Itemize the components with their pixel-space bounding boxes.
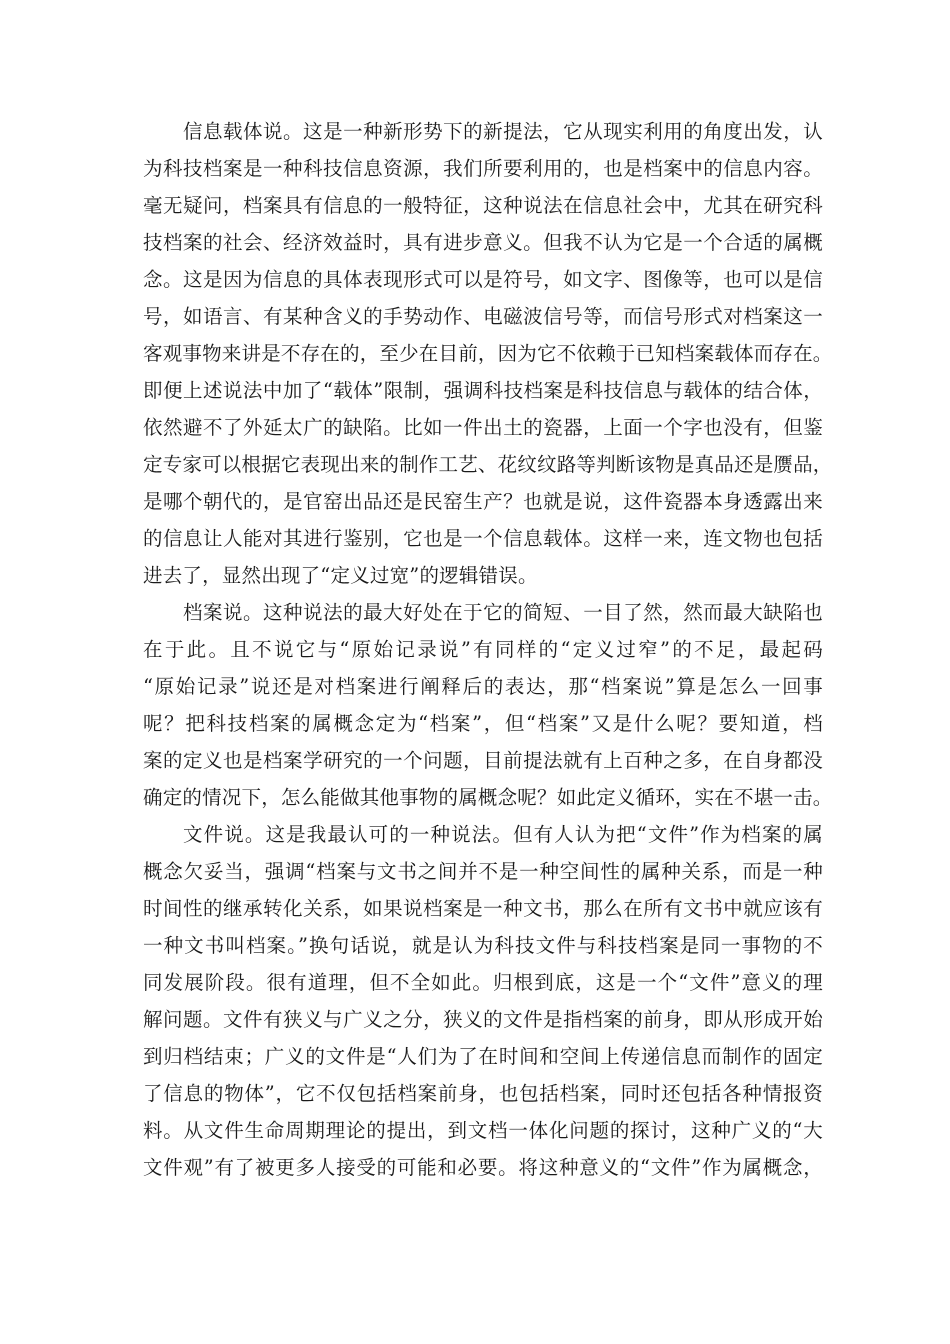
- paragraph-3-line: 料。从文件生命周期理论的提出，到文档一体化问题的探讨，这种广义的“大: [143, 1119, 823, 1142]
- paragraph-3-line: 文件观”有了被更多人接受的可能和必要。将这种意义的“文件”作为属概念，: [143, 1156, 823, 1179]
- paragraph-1-line: 信息载体说。这是一种新形势下的新提法，它从现实利用的角度出发，认: [183, 120, 823, 143]
- paragraph-2-line: 确定的情况下，怎么能做其他事物的属概念呢？如此定义循环，实在不堪一击。: [143, 786, 833, 809]
- paragraph-1-line: 的信息让人能对其进行鉴别，它也是一个信息载体。这样一来，连文物也包括: [143, 527, 823, 550]
- paragraph-1-line: 毫无疑问，档案具有信息的一般特征，这种说法在信息社会中，尤其在研究科: [143, 194, 823, 217]
- paragraph-1-line: 进去了，显然出现了“定义过宽”的逻辑错误。: [143, 564, 538, 587]
- paragraph-3-line: 了信息的物体”，它不仅包括档案前身，也包括档案，同时还包括各种情报资: [143, 1082, 823, 1105]
- paragraph-1-line: 依然避不了外延太广的缺陷。比如一件出土的瓷器，上面一个字也没有，但鉴: [143, 416, 823, 439]
- paragraph-2-line: 在于此。且不说它与“原始记录说”有同样的“定义过窄”的不足，最起码: [143, 638, 823, 661]
- paragraph-2-line: 案的定义也是档案学研究的一个问题，目前提法就有上百种之多，在自身都没: [143, 749, 823, 772]
- paragraph-3-line: 同发展阶段。很有道理，但不全如此。归根到底，这是一个“文件”意义的理: [143, 971, 823, 994]
- paragraph-1-line: 为科技档案是一种科技信息资源，我们所要利用的，也是档案中的信息内容。: [143, 157, 823, 180]
- paragraph-3-line: 文件说。这是我最认可的一种说法。但有人认为把“文件”作为档案的属: [183, 823, 823, 846]
- paragraph-2-line: 呢？把科技档案的属概念定为“档案”，但“档案”又是什么呢？要知道，档: [143, 712, 823, 735]
- paragraph-1-line: 技档案的社会、经济效益时，具有进步意义。但我不认为它是一个合适的属概: [143, 231, 823, 254]
- paragraph-1-line: 是哪个朝代的，是官窑出品还是民窑生产？也就是说，这件瓷器本身透露出来: [143, 490, 823, 513]
- paragraph-1-line: 客观事物来讲是不存在的，至少在目前，因为它不依赖于已知档案载体而存在。: [143, 342, 833, 365]
- paragraph-3-line: 一种文书叫档案。”换句话说，就是认为科技文件与科技档案是同一事物的不: [143, 934, 823, 957]
- paragraph-3-line: 到归档结束；广义的文件是“人们为了在时间和空间上传递信息而制作的固定: [143, 1045, 823, 1068]
- paragraph-2-line: “原始记录”说还是对档案进行阐释后的表达，那“档案说”算是怎么一回事: [143, 675, 823, 698]
- paragraph-3-line: 时间性的继承转化关系，如果说档案是一种文书，那么在所有文书中就应该有: [143, 897, 823, 920]
- paragraph-2-line: 档案说。这种说法的最大好处在于它的简短、一目了然，然而最大缺陷也: [183, 601, 823, 624]
- paragraph-1-line: 即便上述说法中加了“载体”限制，强调科技档案是科技信息与载体的结合体，: [143, 379, 823, 402]
- paragraph-3-line: 解问题。文件有狭义与广义之分，狭义的文件是指档案的前身，即从形成开始: [143, 1008, 823, 1031]
- paragraph-3-line: 概念欠妥当，强调“档案与文书之间并不是一种空间性的属种关系，而是一种: [143, 860, 823, 883]
- paragraph-1-line: 号，如语言、有某种含义的手势动作、电磁波信号等，而信号形式对档案这一: [143, 305, 823, 328]
- paragraph-1-line: 念。这是因为信息的具体表现形式可以是符号，如文字、图像等，也可以是信: [143, 268, 823, 291]
- paragraph-1-line: 定专家可以根据它表现出来的制作工艺、花纹纹路等判断该物是真品还是赝品，: [143, 453, 833, 476]
